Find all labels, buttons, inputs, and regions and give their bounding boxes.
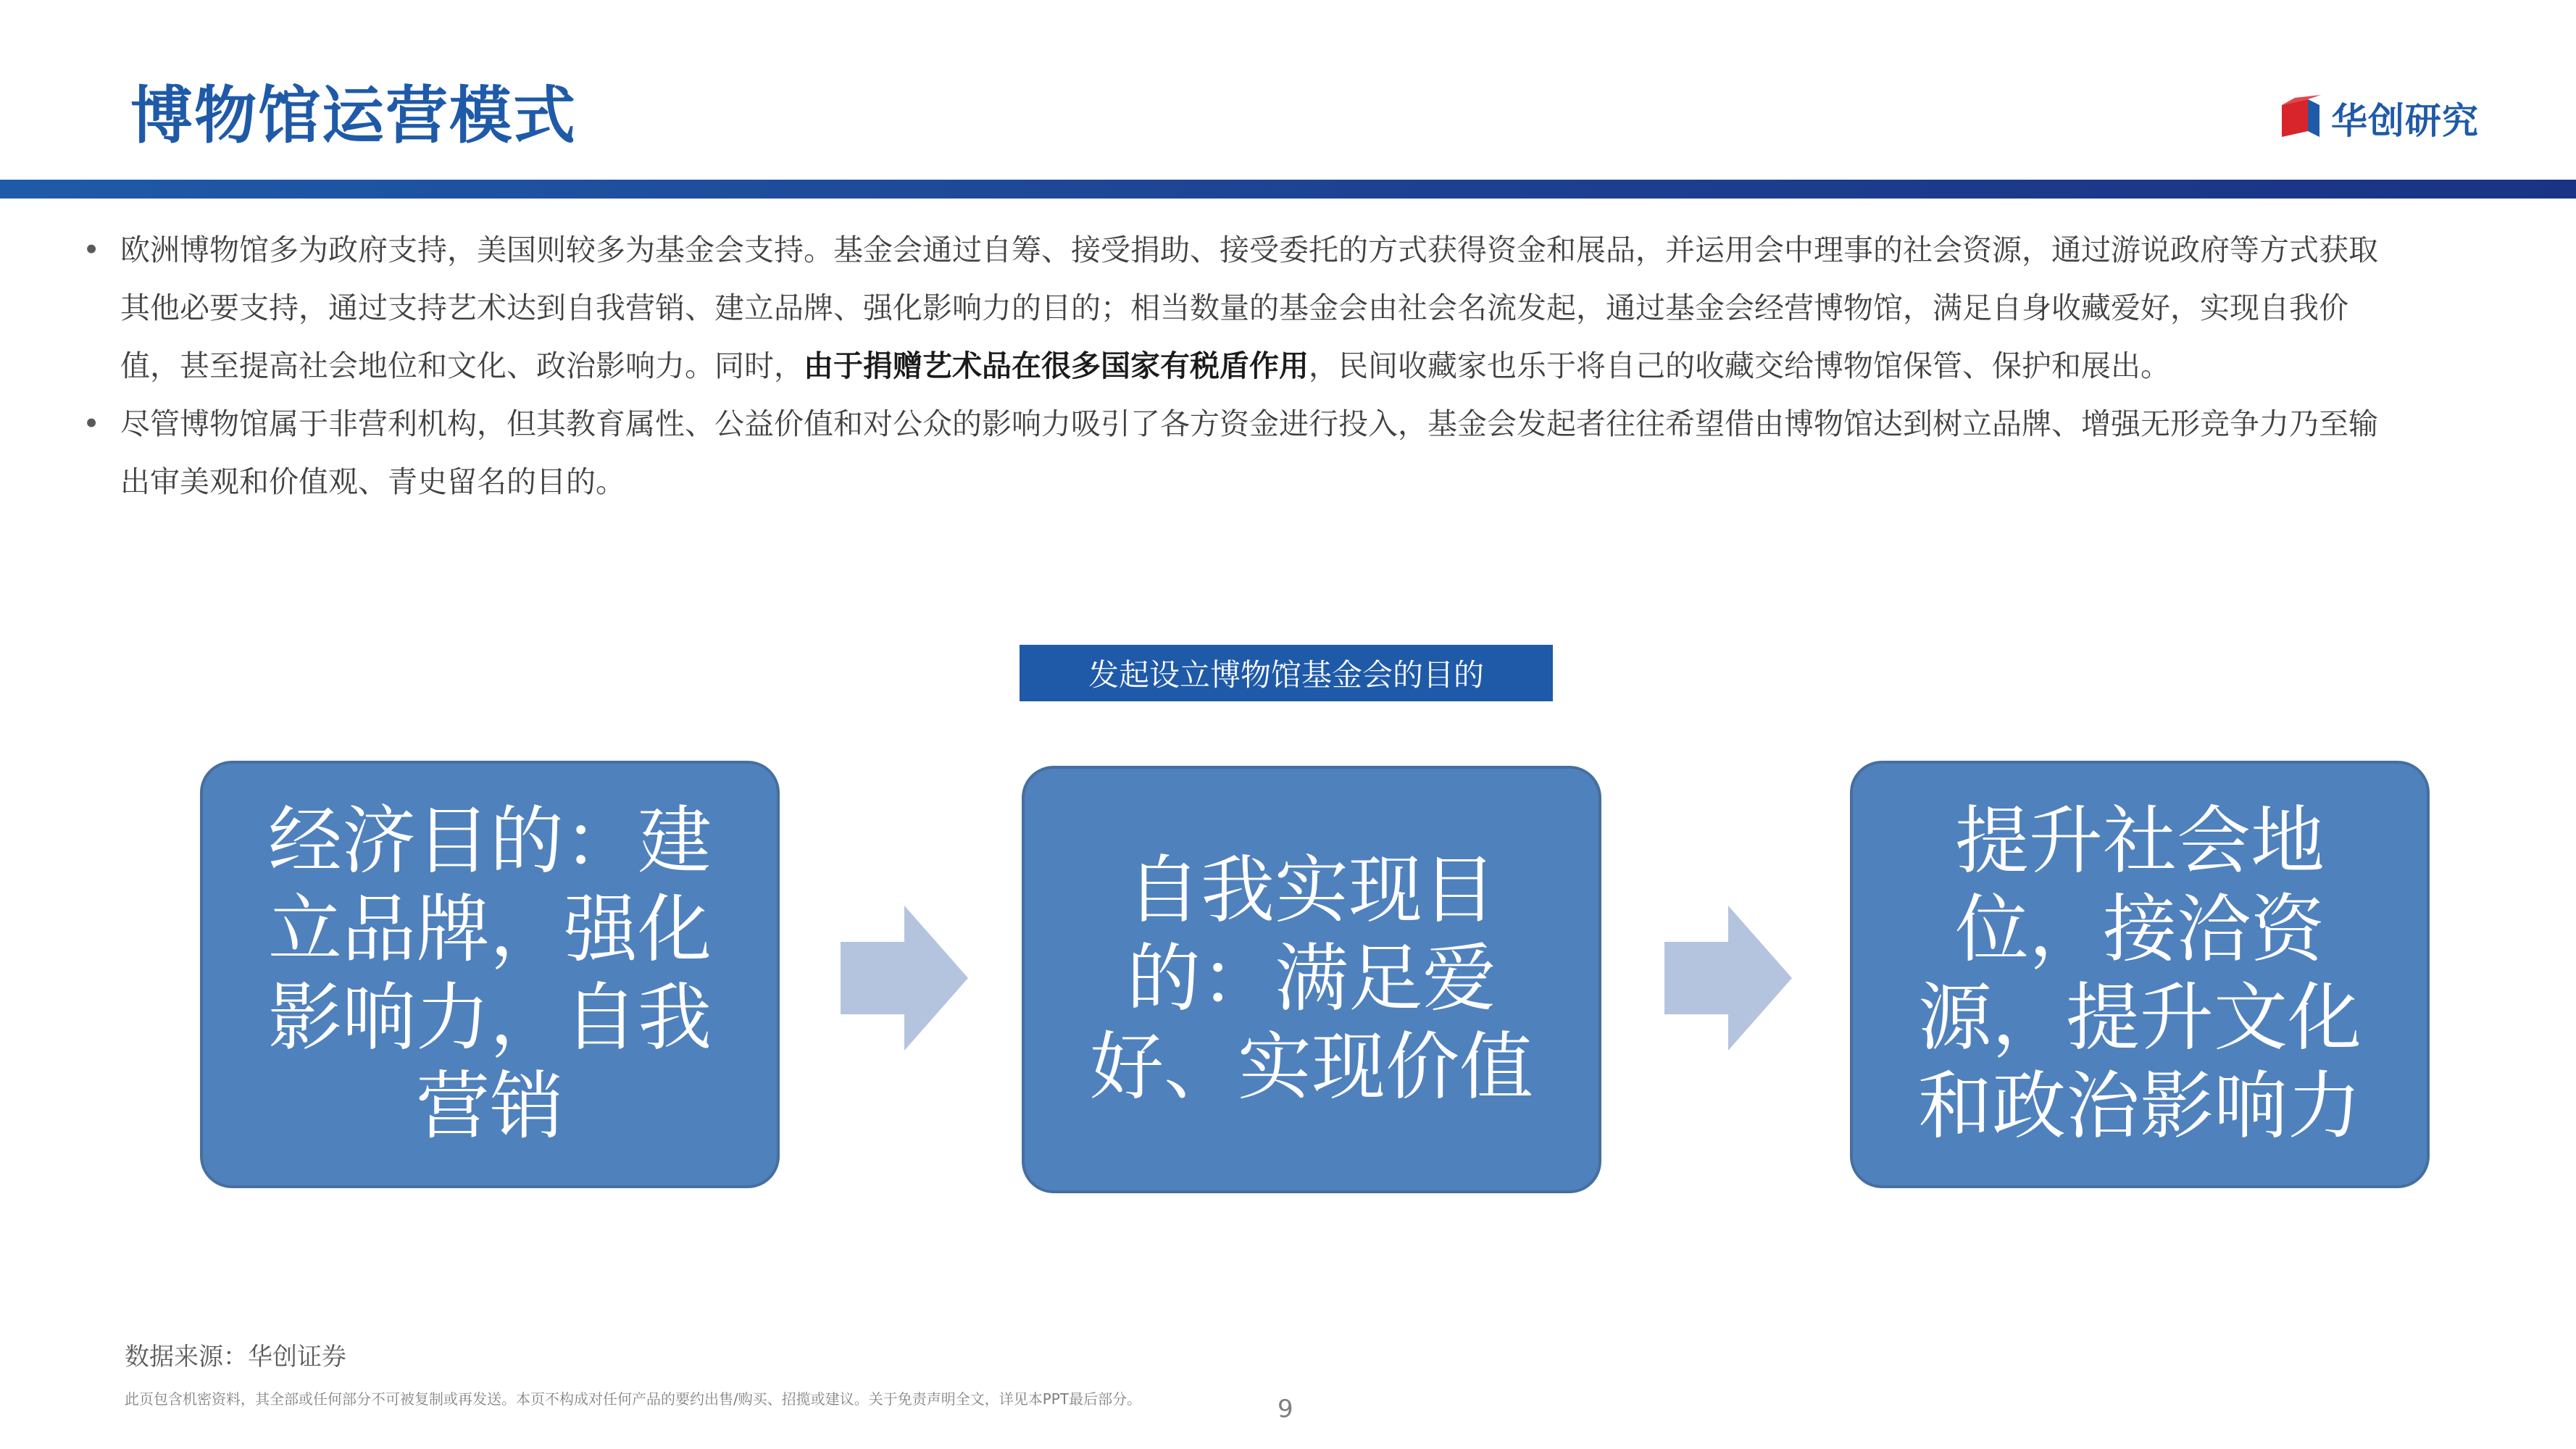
bullet-text: 尽管博物馆属于非营利机构，但其教育属性、公益价值和对公众的影响力吸引了各方资金进行投入，基金会发起者往往希望借由博物馆达到树立品牌、增强无形竞争力乃至输出审美观和价值观、青史留名的目的。 xyxy=(120,406,2378,499)
bullet-item xyxy=(80,221,2398,395)
goal-box-self-realization xyxy=(1022,766,1601,1193)
goal-box-social-status xyxy=(1850,761,2430,1188)
goal-box-economic xyxy=(200,761,780,1188)
disclaimer: 此页包含机密资料，其全部或任何部分不可被复制或再发送。本页不构成对任何产品的要约出售/购买、招揽或建议。关于免责声明全文，详见本PPT最后部分。 xyxy=(125,1390,1142,1408)
bullet-list xyxy=(80,221,2398,511)
header-bar xyxy=(0,180,2576,199)
arrow-right-icon xyxy=(1664,906,1792,1051)
page-title: 博物馆运营模式 xyxy=(130,80,577,152)
bullet-emphasis: 由于捐赠艺术品在很多国家有税盾作用 xyxy=(804,348,1309,383)
logo-icon xyxy=(2279,95,2322,141)
goal-box-text: 经济目的：建立品牌，强化影响力，自我营销 xyxy=(268,798,712,1150)
goal-box-text: 提升社会地位，接洽资源，提升文化和政治影响力 xyxy=(1918,798,2362,1150)
bullet-text: 欧洲博物馆多为政府支持，美国则较多为基金会支持。基金会通过自筹、接受捐助、接受委托的方式获得资金和展品，并运用会中理事的社会资源，通过游说政府等方式获取其他必要支持，通过支持艺术达到自我营销、建立品牌、强化影响力的目的；相当数量的基金会由社会名流发起，通过基金会经营博物馆，满足自身收藏爱好，实现自我价值，甚至提高社会地位和文化、政治影响力。同时， xyxy=(120,233,2378,383)
goal-box-text: 自我实现目的：满足爱好、实现价值 xyxy=(1090,848,1533,1111)
data-source: 数据来源：华创证券 xyxy=(125,1342,346,1371)
bullet-text-tail: ，民间收藏家也乐于将自己的收藏交给博物馆保管、保护和展出。 xyxy=(1309,348,2170,383)
diagram-banner: 发起设立博物馆基金会的目的 xyxy=(1020,645,1553,701)
bullet-marker: • xyxy=(83,406,101,441)
page-number: 9 xyxy=(1277,1395,1293,1424)
bullet-item xyxy=(80,395,2398,511)
bullet-marker: • xyxy=(83,233,101,267)
brand-logo xyxy=(2279,93,2479,143)
arrow-right-icon xyxy=(841,906,968,1051)
logo-text: 华创研究 xyxy=(2331,100,2479,142)
